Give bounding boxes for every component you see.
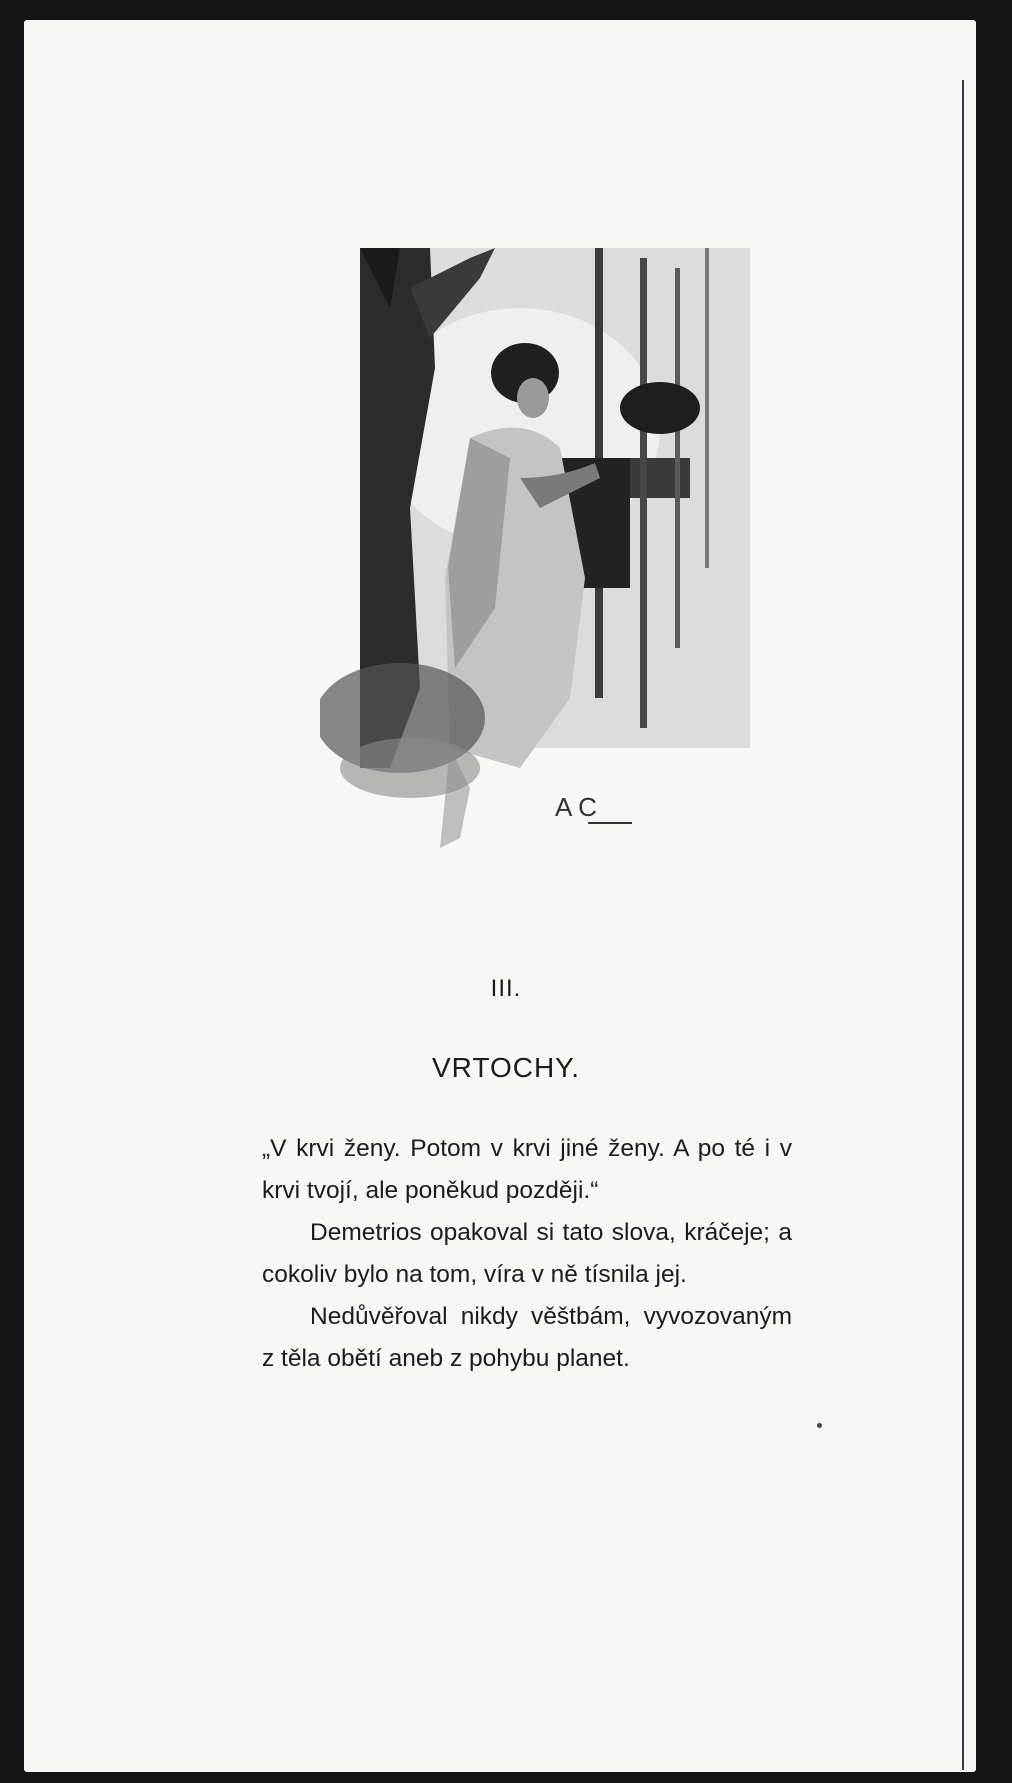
- body-text: [262, 1128, 792, 1380]
- chapter-number: III.: [490, 975, 522, 1002]
- paragraph: Nedůvěřoval nikdy věštbám, vyvozovaným z těla obětí aneb z pohybu planet.: [262, 1303, 792, 1372]
- chapter-title: VRTOCHY.: [431, 1052, 581, 1083]
- paragraph: „V krvi ženy. Potom v krvi jiné ženy. A po té i v krvi tvojí, ale poněkud později.“: [262, 1135, 792, 1204]
- ink-spot: [817, 1423, 822, 1428]
- page-edge-line: [962, 80, 964, 1770]
- paragraph: Demetrios opakoval si tato slova, kráčeje; a cokoliv bylo na tom, víra v ně tísnila jej.: [262, 1219, 792, 1288]
- chapter-illustration: [320, 248, 780, 888]
- illustration-signature: A C: [555, 792, 597, 822]
